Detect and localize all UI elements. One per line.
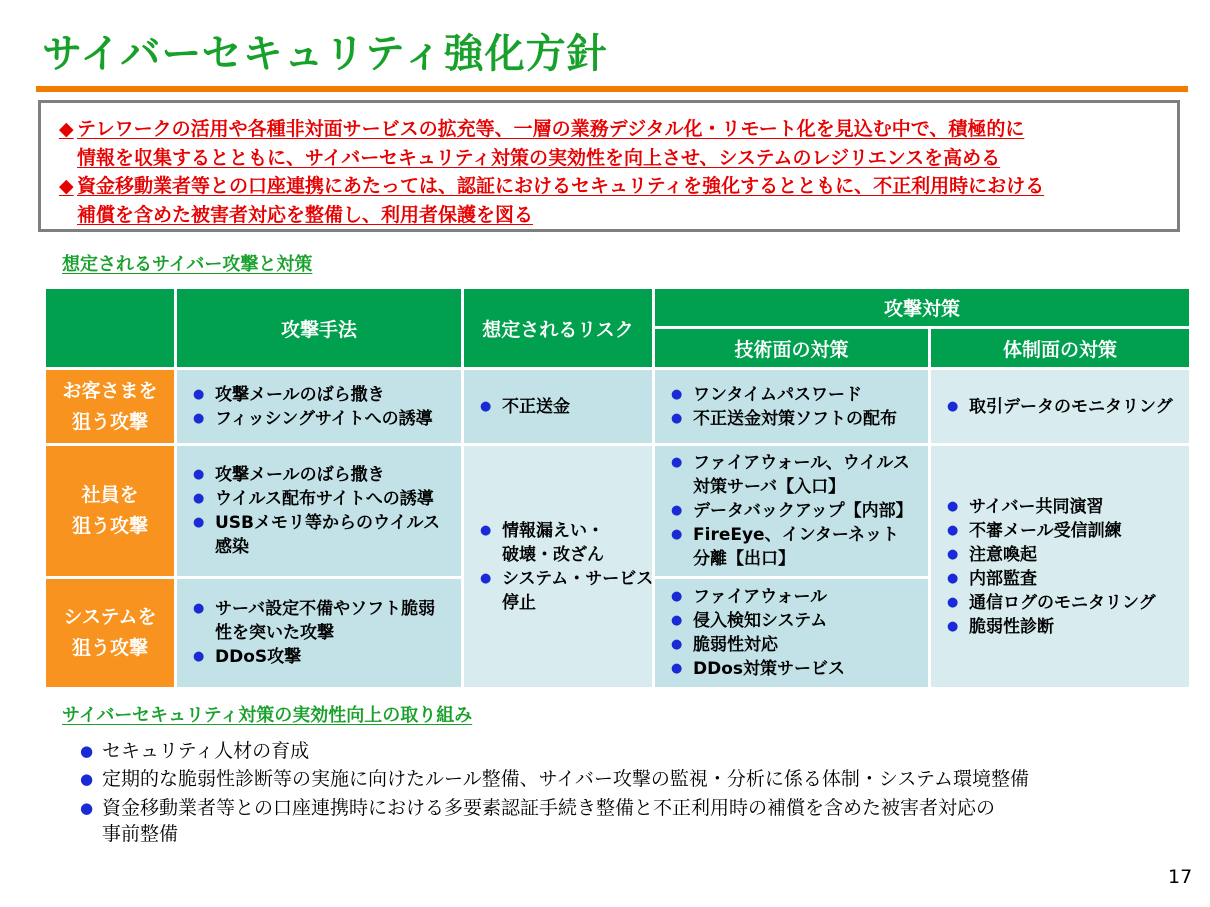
title-divider (36, 86, 1188, 92)
page-title: サイバーセキュリティ強化方針 (42, 31, 608, 77)
list-item (480, 395, 652, 419)
item-text: 定期的な脆弱性診断等の実施に向けたルール整備、サイバー攻撃の監視・分析に係る体制・システム環境整備 (102, 768, 1030, 790)
header-risk: 想定されるリスク (464, 289, 652, 367)
initiatives-section-title: サイバーセキュリティ対策の実効性向上の取り組み (62, 705, 473, 726)
header-method: 攻撃手法 (177, 289, 461, 367)
row-label-line: 社員を (81, 484, 139, 506)
header-countermeasures: 攻撃対策 (655, 289, 1189, 326)
item-text: 資金移動業者等との口座連携時における多要素認証手続き整備と不正利用時の補償を含めた被害者対応の (102, 797, 996, 819)
item-text: DDos対策サービス (693, 659, 846, 679)
bullet-icon: ● (671, 527, 683, 542)
header-technical: 技術面の対策 (655, 329, 928, 367)
bullet-icon: ● (480, 398, 492, 414)
bullet-icon: ● (671, 637, 683, 652)
bullet-icon: ● (671, 613, 683, 628)
item-text: 分離【出口】 (693, 549, 795, 569)
row-label-line: 狙う攻撃 (71, 515, 148, 537)
list-item (947, 395, 1189, 419)
list-item (193, 645, 461, 669)
list-item (947, 495, 1189, 519)
bullet-icon: ● (671, 589, 683, 604)
bullet-icon: ● (193, 467, 205, 482)
diamond-icon: ◆ (59, 118, 74, 140)
policy-item (59, 172, 1177, 229)
bullet-icon: ● (193, 649, 205, 664)
shared-risk-cell (464, 446, 652, 687)
employee-technical-cell (655, 446, 928, 576)
bullet-icon: ● (480, 570, 492, 586)
shared-organizational-cell (931, 446, 1189, 687)
bullet-icon: ● (80, 799, 94, 817)
row-label-line: 狙う攻撃 (71, 410, 148, 433)
list-item (671, 585, 928, 609)
list-item (671, 499, 928, 523)
employee-method-cell (177, 446, 461, 576)
list-item (947, 567, 1189, 591)
bullet-icon: ● (947, 618, 959, 634)
list-item (671, 383, 928, 407)
item-text: 不審メール受信訓練 (969, 520, 1122, 541)
list-item (947, 591, 1189, 615)
item-text: USBメモリ等からのウイルス (215, 513, 440, 533)
policy-line: テレワークの活用や各種非対面サービスの拡充等、一層の業務デジタル化・リモート化を見込む中で、積極的に (77, 118, 1025, 140)
header-corner (46, 289, 174, 367)
item-text: サイバー共同演習 (969, 496, 1104, 517)
policy-line: 補償を含めた被害者対応を整備し、利用者保護を図る (77, 203, 534, 226)
row-label-system (46, 579, 174, 687)
item-text: フィッシングサイトへの誘導 (215, 408, 433, 429)
initiative-item (80, 766, 1029, 792)
item-text: FireEye、インターネット (693, 525, 900, 545)
list-item (193, 511, 461, 559)
item-text: データバックアップ【内部】 (693, 501, 913, 521)
list-item (947, 543, 1189, 567)
list-item (480, 567, 652, 615)
initiative-item (80, 795, 995, 847)
policy-box (38, 100, 1180, 232)
item-text: 通信ログのモニタリング (969, 592, 1156, 613)
item-text: 脆弱性診断 (969, 616, 1054, 637)
row-label-line: システムを (63, 606, 157, 628)
bullet-icon: ● (480, 522, 492, 538)
item-text: 不正送金 (502, 396, 570, 417)
row-label-line: お客さまを (62, 379, 158, 402)
row-label-employee (46, 446, 174, 576)
list-item (671, 407, 928, 431)
list-item (193, 487, 461, 511)
bullet-icon: ● (671, 455, 683, 470)
bullet-icon: ● (193, 491, 205, 506)
page-number: 17 (1168, 866, 1193, 888)
list-item (671, 609, 928, 633)
item-text: 感染 (215, 537, 249, 557)
item-text: 注意喚起 (969, 544, 1037, 565)
table-section-title: 想定されるサイバー攻撃と対策 (62, 254, 313, 275)
item-text: 破壊・改ざん (502, 544, 604, 565)
customer-risk-cell (464, 370, 652, 443)
row-label-customer (46, 370, 174, 443)
list-item (671, 633, 928, 657)
item-text: DDoS攻撃 (215, 647, 302, 667)
list-item (671, 657, 928, 681)
system-method-cell (177, 579, 461, 687)
system-technical-cell (655, 579, 928, 687)
bullet-icon: ● (671, 386, 683, 402)
item-text: 不正送金対策ソフトの配布 (693, 408, 897, 429)
item-text: 攻撃メールのばら撒き (215, 465, 385, 485)
bullet-icon: ● (947, 594, 959, 610)
list-item (480, 519, 652, 567)
policy-line: 資金移動業者等との口座連携にあたっては、認証におけるセキュリティを強化するとともに、不正利用時における (77, 175, 1045, 197)
list-item (193, 383, 461, 407)
item-text: サーバ設定不備やソフト脆弱 (215, 599, 436, 619)
list-item (193, 597, 461, 645)
item-text: 内部監査 (969, 568, 1037, 589)
item-text: 攻撃メールのばら撒き (215, 384, 385, 405)
policy-item (59, 115, 1177, 172)
customer-method-cell (177, 370, 461, 443)
bullet-icon: ● (80, 742, 94, 760)
list-item (193, 463, 461, 487)
item-text: ウイルス配布サイトへの誘導 (215, 489, 434, 509)
bullet-icon: ● (947, 522, 959, 538)
item-text: 取引データのモニタリング (969, 396, 1173, 417)
item-text: ファイアウォール (693, 587, 828, 607)
bullet-icon: ● (671, 661, 683, 676)
bullet-icon: ● (671, 503, 683, 518)
list-item (947, 615, 1189, 639)
item-text: 脆弱性対応 (693, 635, 778, 655)
bullet-icon: ● (947, 498, 959, 514)
customer-technical-cell (655, 370, 928, 443)
list-item (671, 523, 928, 571)
bullet-icon: ● (193, 515, 205, 530)
list-item (193, 407, 461, 431)
bullet-icon: ● (947, 570, 959, 586)
item-text: 停止 (502, 592, 536, 613)
item-text: ファイアウォール、ウイルス (693, 453, 910, 473)
item-text: システム・サービス (502, 568, 654, 589)
customer-organizational-cell (931, 370, 1189, 443)
item-text: 性を突いた攻撃 (215, 623, 334, 643)
bullet-icon: ● (947, 546, 959, 562)
bullet-icon: ● (80, 770, 94, 788)
header-organizational: 体制面の対策 (931, 329, 1189, 367)
diamond-icon: ◆ (59, 175, 74, 197)
bullet-icon: ● (193, 601, 205, 616)
item-text: ワンタイムパスワード (693, 384, 862, 405)
item-text: 対策サーバ【入口】 (693, 477, 846, 497)
bullet-icon: ● (193, 386, 205, 402)
item-text: 事前整備 (102, 823, 179, 845)
list-item (947, 519, 1189, 543)
item-text: 侵入検知システム (693, 611, 828, 631)
list-item (671, 451, 928, 499)
bullet-icon: ● (947, 398, 959, 414)
bullet-icon: ● (671, 410, 683, 426)
bullet-icon: ● (193, 410, 205, 426)
row-label-line: 狙う攻撃 (71, 637, 148, 659)
initiative-item (80, 738, 309, 764)
item-text: セキュリティ人材の育成 (102, 740, 310, 762)
item-text: 情報漏えい・ (502, 520, 604, 541)
policy-line: 情報を収集するとともに、サイバーセキュリティ対策の実効性を向上させ、システムのレジリエンスを高める (77, 146, 1001, 169)
